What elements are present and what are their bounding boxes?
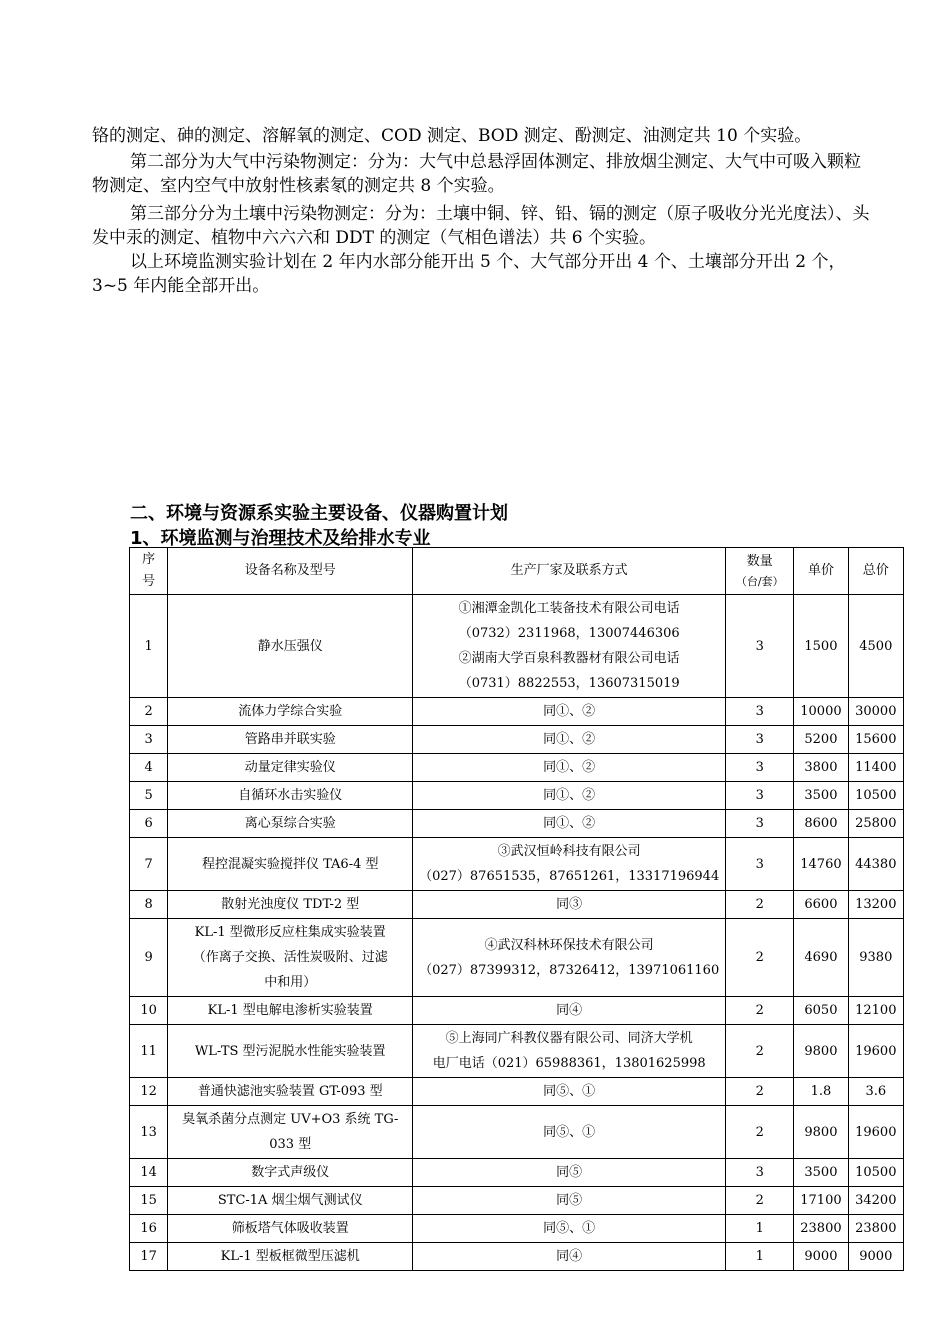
cell-name bbox=[168, 1159, 413, 1187]
maker-line: （0732）2311968，13007446306 bbox=[458, 626, 680, 641]
cell-maker bbox=[413, 754, 726, 782]
cell-unit-price: 4690 bbox=[794, 919, 848, 997]
cell-name bbox=[168, 595, 413, 698]
maker-line: ④武汉科林环保技术有限公司 bbox=[484, 937, 654, 953]
cell-qty: 2 bbox=[726, 919, 794, 997]
cell-name bbox=[168, 1215, 413, 1243]
cell-qty: 3 bbox=[726, 595, 794, 698]
maker-line: ②湖南大学百泉科教器材有限公司电话 bbox=[458, 651, 680, 666]
cell-no: 11 bbox=[130, 1025, 168, 1078]
cell-total-price: 10500 bbox=[848, 1159, 903, 1187]
cell-no: 5 bbox=[130, 782, 168, 810]
table-row bbox=[130, 891, 904, 919]
cell-unit-price: 3500 bbox=[794, 1159, 848, 1187]
cell-maker bbox=[413, 595, 726, 698]
cell-name bbox=[168, 891, 413, 919]
cell-unit-price: 9800 bbox=[794, 1025, 848, 1078]
cell-name bbox=[168, 1243, 413, 1271]
cell-qty: 3 bbox=[726, 810, 794, 838]
header-name: 设备名称及型号 bbox=[168, 548, 413, 595]
cell-unit-price: 9000 bbox=[794, 1243, 848, 1271]
cell-total-price: 4500 bbox=[848, 595, 903, 698]
cell-total-price: 9380 bbox=[848, 919, 903, 997]
cell-unit-price: 6050 bbox=[794, 997, 848, 1025]
name-line: 筛板塔气体吸收装置 bbox=[231, 1221, 349, 1236]
cell-no: 6 bbox=[130, 810, 168, 838]
cell-maker bbox=[413, 1159, 726, 1187]
maker-line: ①湘潭金凯化工装备技术有限公司电话 bbox=[458, 601, 680, 616]
cell-qty: 2 bbox=[726, 997, 794, 1025]
name-line: 自循环水击实验仪 bbox=[238, 788, 343, 803]
cell-total-price: 19600 bbox=[848, 1106, 903, 1159]
cell-total-price: 15600 bbox=[848, 726, 903, 754]
cell-maker bbox=[413, 891, 726, 919]
table-row bbox=[130, 1215, 904, 1243]
cell-unit-price: 1500 bbox=[794, 595, 848, 698]
cell-maker bbox=[413, 1215, 726, 1243]
name-line: 动量定律实验仪 bbox=[244, 760, 336, 775]
name-line: KL-1 型微形反应柱集成实验装置 bbox=[194, 925, 386, 940]
maker-line: 同①、② bbox=[543, 732, 596, 747]
cell-maker bbox=[413, 1187, 726, 1215]
cell-qty: 1 bbox=[726, 1243, 794, 1271]
maker-line: ③武汉恒岭科技有限公司 bbox=[497, 844, 641, 859]
name-line: 离心泵综合实验 bbox=[244, 816, 336, 831]
cell-no: 12 bbox=[130, 1078, 168, 1106]
cell-total-price: 19600 bbox=[848, 1025, 903, 1078]
cell-no: 8 bbox=[130, 891, 168, 919]
cell-maker bbox=[413, 1106, 726, 1159]
cell-no: 1 bbox=[130, 595, 168, 698]
table-row bbox=[130, 1106, 904, 1159]
cell-qty: 3 bbox=[726, 698, 794, 726]
cell-maker bbox=[413, 919, 726, 997]
cell-qty: 3 bbox=[726, 838, 794, 891]
cell-no: 14 bbox=[130, 1159, 168, 1187]
cell-unit-price: 23800 bbox=[794, 1215, 848, 1243]
name-line: KL-1 型电解电渗析实验装置 bbox=[207, 1003, 373, 1018]
cell-total-price: 30000 bbox=[848, 698, 903, 726]
cell-no: 16 bbox=[130, 1215, 168, 1243]
cell-no: 9 bbox=[130, 919, 168, 997]
subsection-title: 1、环境监测与治理技术及给排水专业 bbox=[130, 528, 431, 549]
maker-line: 同⑤ bbox=[556, 1193, 583, 1208]
table-row bbox=[130, 1243, 904, 1271]
table-row bbox=[130, 726, 904, 754]
cell-name bbox=[168, 919, 413, 997]
cell-name bbox=[168, 838, 413, 891]
cell-no: 2 bbox=[130, 698, 168, 726]
table-header-row bbox=[130, 548, 904, 595]
cell-maker bbox=[413, 782, 726, 810]
name-line: KL-1 型板框微型压滤机 bbox=[220, 1249, 360, 1264]
cell-maker bbox=[413, 1025, 726, 1078]
name-line: 流体力学综合实验 bbox=[238, 704, 343, 719]
maker-line: 同⑤、① bbox=[543, 1084, 596, 1099]
cell-total-price: 23800 bbox=[848, 1215, 903, 1243]
table-row bbox=[130, 810, 904, 838]
cell-unit-price: 17100 bbox=[794, 1187, 848, 1215]
maker-line: 电厂电话（021）65988361，13801625998 bbox=[432, 1056, 706, 1071]
cell-no: 10 bbox=[130, 997, 168, 1025]
maker-line: 同③ bbox=[556, 897, 583, 912]
header-qty: 数量 （台/套） bbox=[726, 548, 794, 595]
header-total-price: 总价 bbox=[848, 548, 903, 595]
maker-line: 同⑤ bbox=[556, 1165, 583, 1180]
cell-name bbox=[168, 1078, 413, 1106]
cell-unit-price: 3800 bbox=[794, 754, 848, 782]
name-line: 管路串并联实验 bbox=[244, 732, 336, 747]
cell-total-price: 44380 bbox=[848, 838, 903, 891]
table-row bbox=[130, 698, 904, 726]
table-row bbox=[130, 1025, 904, 1078]
maker-line: ⑤上海同广科教仪器有限公司、同济大学机 bbox=[445, 1031, 693, 1046]
name-line: 静水压强仪 bbox=[257, 638, 323, 654]
cell-unit-price: 8600 bbox=[794, 810, 848, 838]
name-line: 普通快滤池实验装置 GT-093 型 bbox=[197, 1084, 383, 1099]
cell-total-price: 11400 bbox=[848, 754, 903, 782]
section-title: 二、环境与资源系实验主要设备、仪器购置计划 bbox=[130, 503, 508, 524]
maker-line: 同①、② bbox=[543, 760, 596, 775]
cell-total-price: 25800 bbox=[848, 810, 903, 838]
cell-name bbox=[168, 726, 413, 754]
cell-no: 4 bbox=[130, 754, 168, 782]
maker-line: 同①、② bbox=[543, 704, 596, 719]
header-maker: 生产厂家及联系方式 bbox=[413, 548, 726, 595]
maker-line: 同⑤、① bbox=[543, 1221, 596, 1236]
cell-qty: 3 bbox=[726, 754, 794, 782]
cell-qty: 2 bbox=[726, 1187, 794, 1215]
cell-unit-price: 1.8 bbox=[794, 1078, 848, 1106]
cell-no: 7 bbox=[130, 838, 168, 891]
cell-name bbox=[168, 1025, 413, 1078]
table-row bbox=[130, 754, 904, 782]
table-row bbox=[130, 1159, 904, 1187]
table-row bbox=[130, 919, 904, 997]
cell-maker bbox=[413, 997, 726, 1025]
cell-total-price: 12100 bbox=[848, 997, 903, 1025]
table-row bbox=[130, 595, 904, 698]
cell-unit-price: 3500 bbox=[794, 782, 848, 810]
cell-maker bbox=[413, 810, 726, 838]
cell-qty: 3 bbox=[726, 1159, 794, 1187]
cell-no: 13 bbox=[130, 1106, 168, 1159]
cell-total-price: 13200 bbox=[848, 891, 903, 919]
maker-line: 同①、② bbox=[543, 788, 596, 803]
cell-name bbox=[168, 997, 413, 1025]
name-line: 臭氧杀菌分点测定 UV+O3 系统 TG- bbox=[182, 1112, 399, 1127]
cell-name bbox=[168, 782, 413, 810]
cell-no: 15 bbox=[130, 1187, 168, 1215]
name-line: 中和用） bbox=[264, 975, 317, 990]
cell-unit-price: 10000 bbox=[794, 698, 848, 726]
table-row bbox=[130, 1187, 904, 1215]
cell-qty: 2 bbox=[726, 1025, 794, 1078]
maker-line: 同④ bbox=[556, 1003, 583, 1018]
cell-total-price: 3.6 bbox=[848, 1078, 903, 1106]
maker-line: （0731）8822553，13607315019 bbox=[458, 676, 680, 691]
cell-qty: 2 bbox=[726, 1078, 794, 1106]
maker-line: （027）87399312，87326412，13971061160 bbox=[419, 962, 720, 978]
equipment-table bbox=[129, 547, 904, 1271]
cell-no: 3 bbox=[130, 726, 168, 754]
name-line: STC-1A 烟尘烟气测试仪 bbox=[217, 1193, 363, 1208]
table-row bbox=[130, 997, 904, 1025]
cell-maker bbox=[413, 1243, 726, 1271]
paragraph-water-tests: 铬的测定、砷的测定、溶解氧的测定、COD 测定、BOD 测定、酚测定、油测定共 10 个实验。 bbox=[92, 126, 812, 146]
cell-maker bbox=[413, 726, 726, 754]
maker-line: 同④ bbox=[556, 1249, 583, 1264]
cell-name bbox=[168, 810, 413, 838]
maker-line: （027）87651535，87651261，13317196944 bbox=[419, 869, 720, 884]
cell-name bbox=[168, 1187, 413, 1215]
cell-qty: 3 bbox=[726, 726, 794, 754]
maker-line: 同①、② bbox=[543, 816, 596, 831]
cell-name bbox=[168, 754, 413, 782]
cell-qty: 3 bbox=[726, 782, 794, 810]
cell-maker bbox=[413, 1078, 726, 1106]
name-line: 033 型 bbox=[269, 1137, 312, 1152]
cell-unit-price: 6600 bbox=[794, 891, 848, 919]
cell-unit-price: 14760 bbox=[794, 838, 848, 891]
paragraph-air-tests: 第二部分为大气中污染物测定：分为：大气中总悬浮固体测定、排放烟尘测定、大气中可吸入颗粒物测定、室内空气中放射性核素氡的测定共 8 个实验。 bbox=[92, 152, 861, 196]
cell-qty: 1 bbox=[726, 1215, 794, 1243]
cell-total-price: 34200 bbox=[848, 1187, 903, 1215]
name-line: 散射光浊度仪 TDT-2 型 bbox=[221, 897, 360, 912]
table-row bbox=[130, 838, 904, 891]
cell-qty: 2 bbox=[726, 1106, 794, 1159]
cell-unit-price: 5200 bbox=[794, 726, 848, 754]
name-line: （作离子交换、活性炭吸附、过滤 bbox=[192, 950, 388, 965]
cell-no: 17 bbox=[130, 1243, 168, 1271]
cell-name bbox=[168, 698, 413, 726]
name-line: WL-TS 型污泥脱水性能实验装置 bbox=[194, 1043, 386, 1059]
cell-qty: 2 bbox=[726, 891, 794, 919]
maker-line: 同⑤、① bbox=[543, 1124, 596, 1140]
cell-name bbox=[168, 1106, 413, 1159]
table-row bbox=[130, 782, 904, 810]
cell-total-price: 10500 bbox=[848, 782, 903, 810]
cell-unit-price: 9800 bbox=[794, 1106, 848, 1159]
cell-total-price: 9000 bbox=[848, 1243, 903, 1271]
paragraph-plan-summary: 以上环境监测实验计划在 2 年内水部分能开出 5 个、大气部分开出 4 个、土壤部分开出 2 个，3~5 年内能全部开出。 bbox=[92, 252, 846, 296]
cell-maker bbox=[413, 838, 726, 891]
header-unit-price: 单价 bbox=[794, 548, 848, 595]
table-row bbox=[130, 1078, 904, 1106]
name-line: 程控混凝实验搅拌仪 TA6-4 型 bbox=[201, 856, 379, 872]
header-no: 序 号 bbox=[130, 548, 168, 595]
paragraph-soil-tests: 第三部分分为土壤中污染物测定：分为：土壤中铜、锌、铅、镉的测定（原子吸收分光光度法）、头发中汞的测定、植物中六六六和 DDT 的测定（气相色谱法）共 6 个实验。 bbox=[92, 204, 870, 248]
name-line: 数字式声级仪 bbox=[251, 1165, 330, 1180]
cell-maker bbox=[413, 698, 726, 726]
